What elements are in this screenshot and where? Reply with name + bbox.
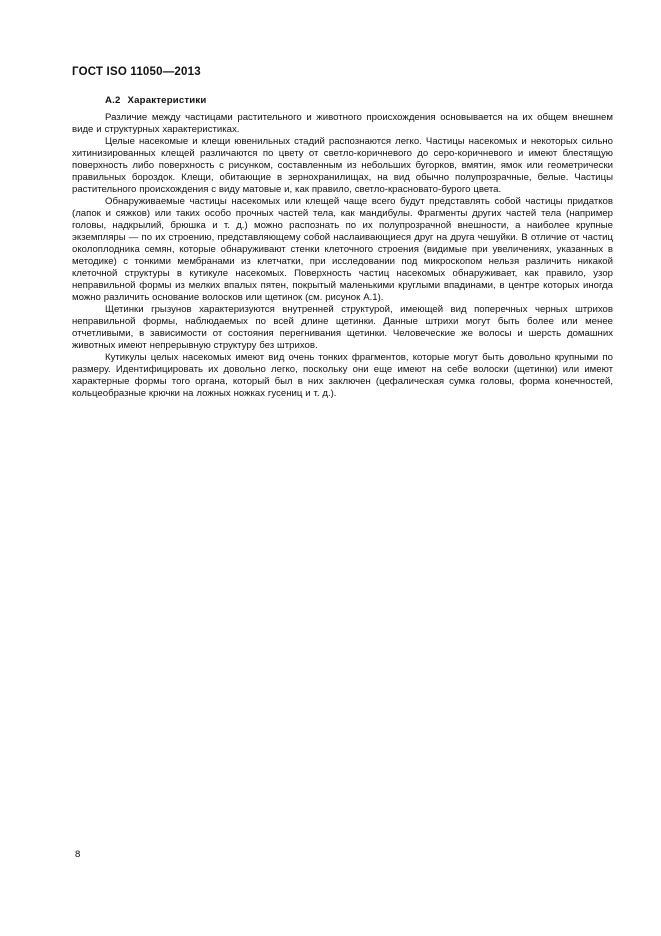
section-title: Характеристики: [127, 95, 207, 106]
paragraph-whole-insects: Целые насекомые и клещи ювенильных стадий распознаются легко. Частицы насекомых и некоторых сильно хитинизированных клещей различаются по цвету от светло-коричневого до серо-коричневого и имеют блестящую поверхность либо поверхность с рисунком, составленным из небольших бугорков, вмятин, ямок или геометрически правильных бороздок. Клещи, обитающие в зернохранилищах, на вид обычно полупрозрачные, белые. Частицы растительного происхождения с виду матовые и, как правило, светло-красновато-бурого цвета.: [72, 136, 613, 195]
paragraph-detected-particles: Обнаруживаемые частицы насекомых или клещей чаще всего будут представлять собой частицы придатков (лапок и сяжков) или таких особо прочных частей тела, как мандибулы. Фрагменты других частей тела (например головы, надкрылий, брюшка и т. д.) можно распознать по их полупрозрачной внешности, а наиболее крупные экземпляры — по их строению, представляющему собой наслаивающиеся друг на друга чешуйки. В отличие от частиц околоплодника семян, которые обнаруживают стенки клеточного строения (видимые при увеличениях, указанных в методике) с тонкими мембранами из клетчатки, при исследовании под микроскопом нельзя различить никакой клеточной структуры в кутикуле насекомых. Поверхность частиц насекомых обнаруживает, как правило, узор неправильной формы из мелких впалых пятен, покрытый маленькими круглыми впадинами, в центре которых иногда можно различить основание волосков или щетинок (см. рисунок А.1).: [72, 196, 613, 303]
section-number: А.2: [105, 95, 121, 106]
paragraph-cuticles: Кутикулы целых насекомых имеют вид очень тонких фрагментов, которые могут быть довольно крупными по размеру. Идентифицировать их довольно легко, поскольку они еще имеют на себе волоски (щетинки) или имеют характерные формы того органа, который был в них заключен (цефалическая сумка головы, форма конечностей, кольцеобразные крючки на ложных ножках гусениц и т. д.).: [72, 352, 613, 399]
paragraph-rodent-bristles: Щетинки грызунов характеризуются внутренней структурой, имеющей вид поперечных черных штрихов неправильной формы, наблюдаемых по всей длине щетинки. Данные штрихи могут быть более или менее отчетливыми, в зависимости от состояния перегнивания щетинки. Человеческие же волосы и шерсть домашних животных имеют непрерывную структуру без штрихов.: [72, 304, 613, 351]
page-body: [72, 95, 613, 400]
section-heading: [105, 95, 613, 106]
paragraph-intro: Различие между частицами растительного и животного происхождения основывается на их общем внешнем виде и структурных характеристиках.: [72, 112, 613, 135]
page-number: 8: [75, 849, 81, 860]
document-title-header: ГОСТ ISO 11050—2013: [72, 66, 201, 78]
